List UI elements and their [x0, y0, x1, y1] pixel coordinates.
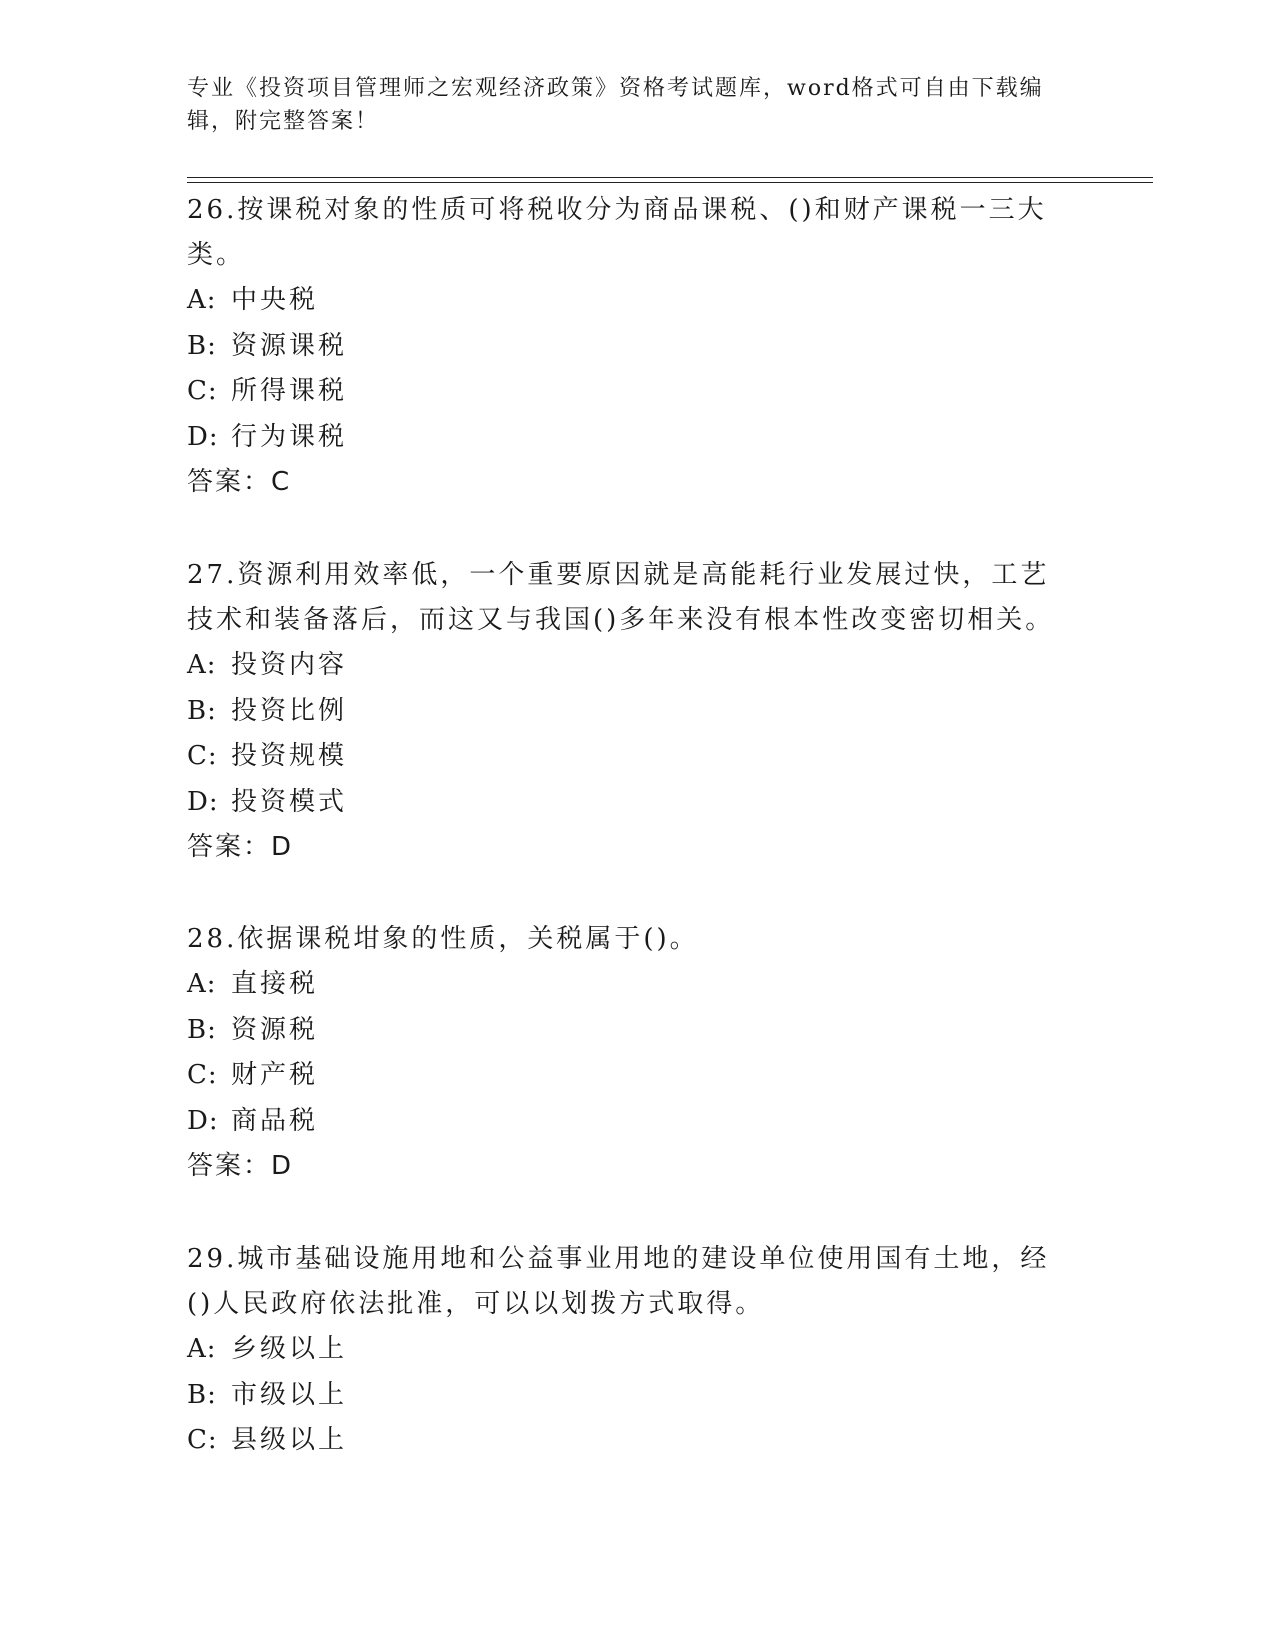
- option-letter: B:: [187, 1379, 217, 1410]
- option-text: 直接税: [231, 969, 319, 999]
- question-stem: 29.城市基础设施用地和公益事业用地的建设单位使用国有土地，经()人民政府依法批准，可以以划拨方式取得。: [187, 1244, 1050, 1319]
- option-letter: B:: [187, 695, 217, 726]
- answer-line: 答案：D: [187, 1151, 294, 1181]
- question-stem: 28.依据课税坩象的性质，关税属于()。: [187, 924, 699, 954]
- option-c: [187, 734, 1067, 780]
- option-a: [187, 643, 1067, 689]
- option-a: [187, 1327, 1067, 1373]
- question-29: [187, 1237, 1067, 1464]
- option-b: [187, 1373, 1067, 1419]
- header-rule-bottom: [187, 182, 1153, 183]
- option-d: [187, 415, 1067, 461]
- option-text: 中央税: [231, 285, 319, 315]
- option-letter: D:: [187, 786, 219, 817]
- option-letter: C:: [187, 1060, 218, 1090]
- question-27: [187, 553, 1067, 870]
- option-letter: A:: [187, 650, 217, 680]
- option-letter: C:: [187, 1425, 218, 1455]
- answer-line: 答案：C: [187, 467, 292, 497]
- option-b: [187, 1008, 1067, 1054]
- option-a: [187, 962, 1067, 1008]
- option-c: [187, 1053, 1067, 1099]
- option-letter: A:: [187, 1334, 217, 1364]
- document-intro: 专业《投资项目管理师之宏观经济政策》资格考试题库，word格式可自由下载编辑，附完整答案！: [187, 76, 1044, 134]
- answer-line: 答案：D: [187, 832, 294, 862]
- option-letter: A:: [187, 285, 217, 315]
- option-letter: A:: [187, 969, 217, 999]
- option-text: 资源税: [231, 1014, 319, 1045]
- option-letter: D:: [187, 1105, 219, 1136]
- option-letter: C:: [187, 376, 218, 406]
- option-d: [187, 1099, 1067, 1145]
- option-text: 所得课税: [231, 376, 348, 406]
- option-b: [187, 689, 1067, 735]
- question-stem: 26.按课税对象的性质可将税收分为商品课税、()和财产课税一三大类。: [187, 195, 1047, 270]
- option-letter: B:: [187, 1014, 217, 1045]
- option-text: 市级以上: [231, 1379, 348, 1410]
- question-28: [187, 917, 1067, 1189]
- option-text: 投资模式: [231, 786, 348, 817]
- option-a: [187, 278, 1067, 324]
- option-letter: C:: [187, 741, 218, 771]
- option-c: [187, 369, 1067, 415]
- option-d: [187, 780, 1067, 826]
- option-text: 乡级以上: [231, 1334, 348, 1364]
- question-stem: 27.资源利用效率低，一个重要原因就是高能耗行业发展过快，工艺技术和装备落后，而这又与我国()多年来没有根本性改变密切相关。: [187, 560, 1055, 635]
- option-text: 投资比例: [231, 695, 348, 726]
- option-letter: D:: [187, 421, 219, 452]
- option-letter: B:: [187, 330, 217, 361]
- option-text: 行为课税: [231, 421, 348, 452]
- option-text: 县级以上: [231, 1425, 348, 1455]
- option-c: [187, 1418, 1067, 1464]
- option-text: 投资内容: [231, 650, 348, 680]
- option-b: [187, 324, 1067, 370]
- question-26: [187, 188, 1067, 505]
- option-text: 商品税: [231, 1105, 319, 1136]
- option-text: 投资规模: [231, 741, 348, 771]
- option-text: 财产税: [231, 1060, 319, 1090]
- header-rule-top: [187, 177, 1153, 178]
- option-text: 资源课税: [231, 330, 348, 361]
